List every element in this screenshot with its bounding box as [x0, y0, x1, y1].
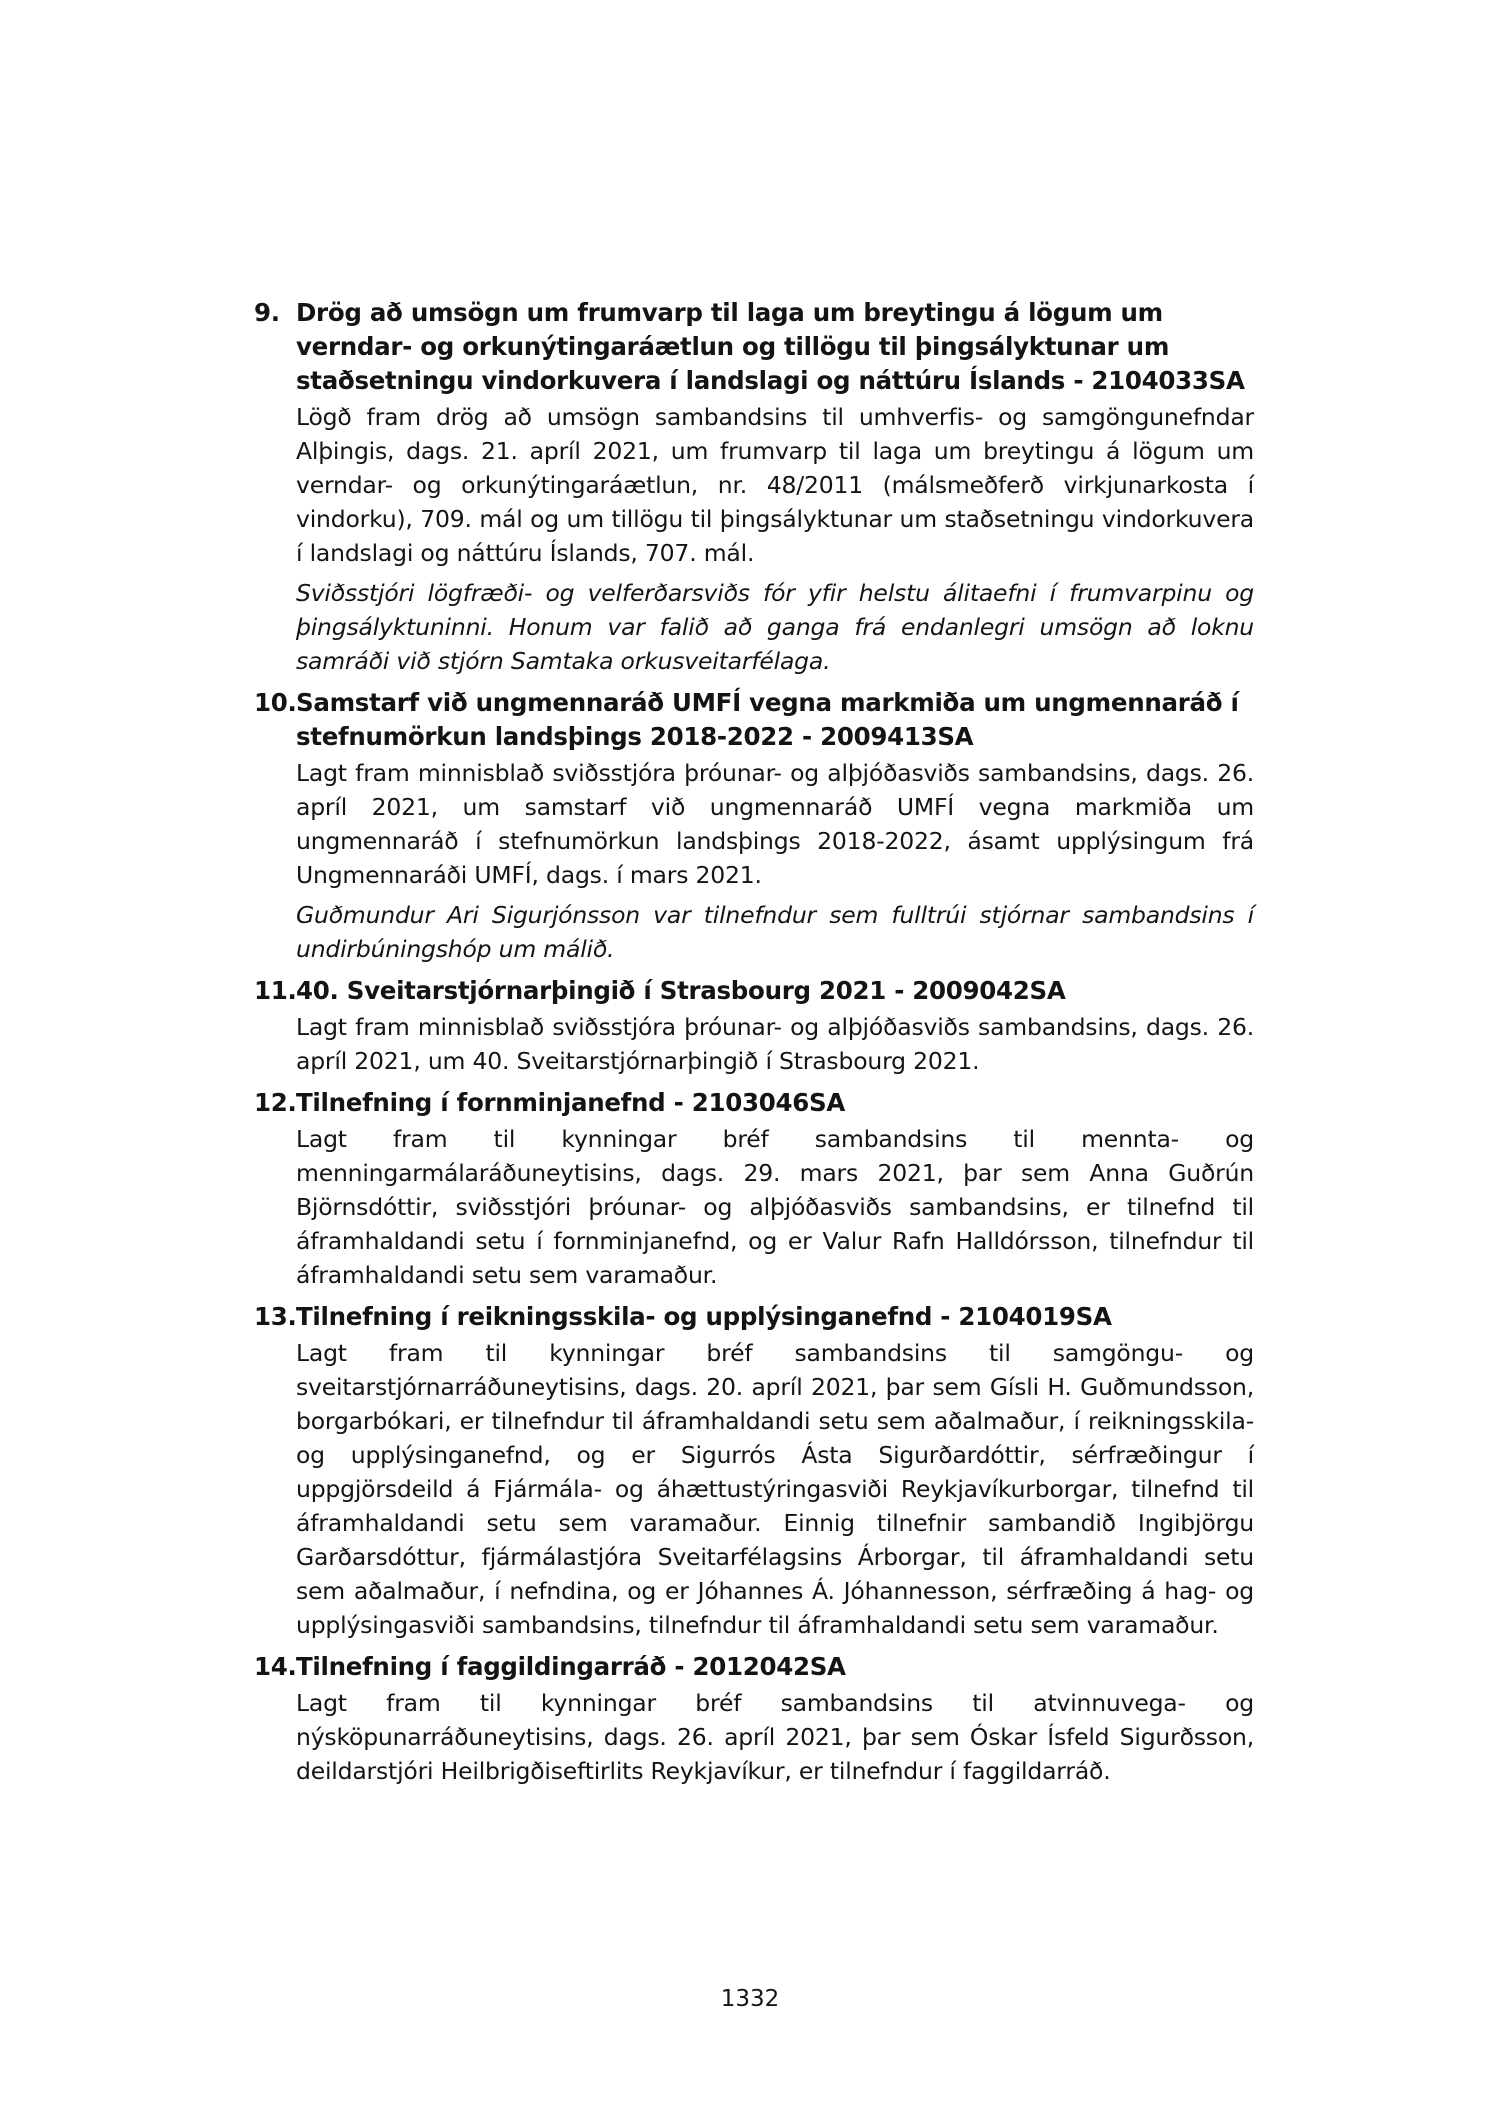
item-number: 9. — [254, 298, 280, 327]
item-title: 40. Sveitarstjórnarþingið í Strasbourg 2021 - 2009042SA — [296, 976, 1066, 1005]
item-text: Lagt fram minnisblað sviðsstjóra þróunar- og alþjóðasviðs sambandsins, dags. 26. apríl 2021, um samstarf við ungmennaráð UMFÍ vegna markmiða um ungmennaráð í stefnumörkun landsþings 2018-2022, ásamt upplýsingum frá Ungmennaráði UMFÍ, dags. í mars 2021. — [296, 759, 1254, 889]
item-text: Lagt fram til kynningar bréf sambandsins til mennta- og menningarmálaráðuneytisins, dags. 29. mars 2021, þar sem Anna Guðrún Björnsdóttir, sviðsstjóri þróunar- og alþjóðasviðs sambandsins, er tilnefnd til áframhaldandi setu í fornminjanefnd, og er Valur Rafn Halldórsson, tilnefndur til áframhaldandi setu sem varamaður. — [296, 1125, 1254, 1289]
item-text: Lagt fram minnisblað sviðsstjóra þróunar- og alþjóðasviðs sambandsins, dags. 26. apríl 2021, um 40. Sveitarstjórnarþingið í Strasbourg 2021. — [296, 1013, 1254, 1075]
item-text: Lögð fram drög að umsögn sambandsins til umhverfis- og samgöngunefndar Alþingis, dags. 21. apríl 2021, um frumvarp til laga um breytingu á lögum um verndar- og orkunýtingaráætlun, nr. 48/2011 (málsmeðferð virkjunarkosta í vindorku), 709. mál og um tillögu til þingsályktunar um staðsetningu vindorkuvera í landslagi og náttúru Íslands, 707. mál. — [296, 403, 1254, 567]
item-text: Lagt fram til kynningar bréf sambandsins til samgöngu- og sveitarstjórnarráðuneytisins, dags. 20. apríl 2021, þar sem Gísli H. Guðmundsson, borgarbókari, er tilnefndur til áframhaldandi setu sem aðalmaður, í reikningsskila- og upplýsinganefnd, og er Sigurrós Ásta Sigurðardóttir, sérfræðingur í uppgjörsdeild á Fjármála- og áhættustýringasviði Reykjavíkurborgar, tilnefnd til áframhaldandi setu sem varamaður. Einnig tilnefnir sambandið Ingibjörgu Garðarsdóttur, fjármálastjóra Sveitarfélagsins Árborgar, til áframhaldandi setu sem aðalmaður, í nefndina, og er Jóhannes Á. Jóhannesson, sérfræðing á hag- og upplýsingasviði sambandsins, tilnefndur til áframhaldandi setu sem varamaður. — [296, 1339, 1254, 1639]
item-number: 11. — [254, 976, 297, 1005]
item-title: Tilnefning í fornminjanefnd - 2103046SA — [296, 1088, 845, 1117]
agenda-item-9 — [254, 296, 1254, 678]
agenda-item-13 — [254, 1300, 1254, 1642]
item-title: Tilnefning í faggildingarráð - 2012042SA — [296, 1652, 846, 1681]
item-text: Lagt fram til kynningar bréf sambandsins til atvinnuvega- og nýsköpunarráðuneytisins, dags. 26. apríl 2021, þar sem Óskar Ísfeld Sigurðsson, deildarstjóri Heilbrigðiseftirlits Reykjavíkur, er tilnefndur í faggildarráð. — [296, 1689, 1254, 1785]
agenda-item-10 — [254, 686, 1254, 966]
item-decision: Sviðsstjóri lögfræði- og velferðarsviðs fór yfir helstu álitaefni í frumvarpinu og þingsályktuninni. Honum var falið að ganga frá endanlegri umsögn að loknu samráði við stjórn Samtaka orkusveitarfélaga. — [296, 579, 1254, 675]
item-number: 14. — [254, 1652, 297, 1681]
agenda-item-14 — [254, 1650, 1254, 1788]
agenda-item-12 — [254, 1086, 1254, 1292]
agenda-item-11 — [254, 974, 1254, 1078]
item-title: Drög að umsögn um frumvarp til laga um breytingu á lögum um verndar- og orkunýtingaráætlun og tillögu til þingsályktunar um staðsetningu vindorkuvera í landslagi og náttúru Íslands - 2104033SA — [296, 298, 1245, 395]
page-number: 1332 — [720, 1986, 780, 2012]
item-number: 12. — [254, 1088, 297, 1117]
item-title: Samstarf við ungmennaráð UMFÍ vegna markmiða um ungmennaráð í stefnumörkun landsþings 2018-2022 - 2009413SA — [296, 688, 1239, 751]
item-decision: Guðmundur Ari Sigurjónsson var tilnefndur sem fulltrúi stjórnar sambandsins í undirbúningshóp um málið. — [296, 901, 1254, 963]
item-title: Tilnefning í reikningsskila- og upplýsinganefnd - 2104019SA — [296, 1302, 1112, 1331]
minutes-body — [254, 296, 1254, 1788]
item-number: 10. — [254, 688, 297, 717]
item-number: 13. — [254, 1302, 297, 1331]
